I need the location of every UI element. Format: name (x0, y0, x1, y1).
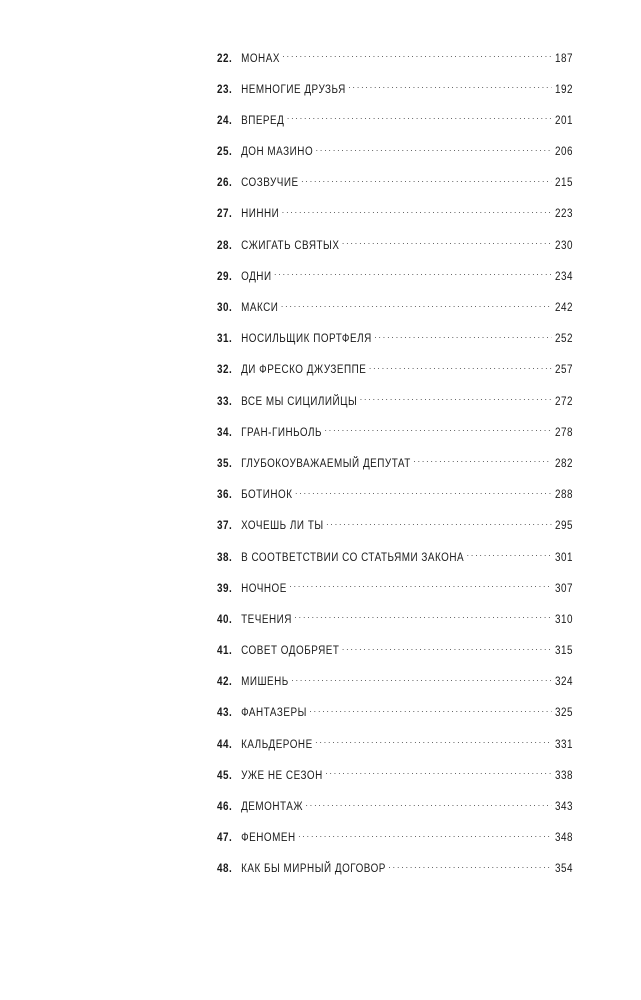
toc-entry[interactable] (217, 268, 573, 299)
chapter-title: СЖИГАТЬ СВЯТЫХ (241, 239, 340, 252)
chapter-number: 27. (217, 208, 233, 221)
toc-entry[interactable] (217, 50, 573, 81)
page-number: 288 (554, 489, 574, 502)
toc-entry[interactable] (217, 112, 573, 143)
page-number: 252 (554, 333, 574, 346)
page-number: 331 (554, 738, 574, 751)
toc-entry[interactable] (217, 799, 573, 830)
page-number: 324 (554, 676, 574, 689)
page-number: 278 (554, 426, 574, 439)
page-number: 301 (554, 551, 574, 564)
dot-leader (287, 112, 552, 124)
chapter-title: ВПЕРЕД (241, 114, 285, 127)
chapter-title: МОНАХ (241, 52, 280, 65)
chapter-title: СОЗВУЧИЕ (241, 177, 299, 190)
chapter-title: ФЕНОМЕН (241, 832, 296, 845)
dot-leader (467, 549, 552, 561)
chapter-title: ХОЧЕШЬ ЛИ ТЫ (241, 520, 324, 533)
toc-entry[interactable] (217, 393, 573, 424)
page-number: 234 (554, 270, 574, 283)
chapter-number: 28. (217, 239, 233, 252)
chapter-number: 25. (217, 146, 233, 159)
toc-entry[interactable] (217, 175, 573, 206)
dot-leader (315, 736, 551, 748)
chapter-number: 26. (217, 177, 233, 190)
chapter-number: 39. (217, 582, 233, 595)
toc-entry[interactable] (217, 549, 573, 580)
toc-entry[interactable] (217, 424, 573, 455)
page-number: 192 (554, 83, 574, 96)
chapter-title: МАКСИ (241, 302, 279, 314)
page-number: 295 (554, 520, 574, 533)
chapter-number: 40. (217, 613, 233, 626)
chapter-title: ГРАН-ГИНЬОЛЬ (241, 426, 323, 439)
chapter-title: ДИ ФРЕСКО ДЖУЗЕППЕ (241, 364, 367, 377)
toc-entry[interactable] (217, 861, 573, 892)
page-number: 272 (554, 395, 574, 408)
chapter-title: НИННИ (241, 208, 280, 221)
toc-entry[interactable] (217, 736, 573, 767)
page-number: 223 (554, 208, 574, 221)
toc-entry[interactable] (217, 611, 573, 642)
chapter-title: СОВЕТ ОДОБРЯЕТ (241, 645, 340, 658)
page-number: 206 (554, 146, 574, 159)
chapter-title: БОТИНОК (241, 489, 293, 502)
chapter-title: КАК БЫ МИРНЫЙ ДОГОВОР (241, 863, 386, 876)
chapter-number: 29. (217, 270, 233, 283)
chapter-title: ГЛУБОКОУВАЖАЕМЫЙ ДЕПУТАТ (241, 457, 411, 470)
toc-entry[interactable] (217, 518, 573, 549)
dot-leader (413, 455, 551, 467)
page-number: 310 (554, 613, 574, 626)
table-of-contents (217, 50, 573, 892)
page-number: 257 (554, 364, 574, 377)
chapter-title: УЖЕ НЕ СЕЗОН (241, 769, 323, 782)
toc-entry[interactable] (217, 580, 573, 611)
chapter-title: НОСИЛЬЩИК ПОРТФЕЛЯ (241, 333, 372, 346)
chapter-number: 43. (217, 707, 233, 720)
dot-leader (291, 674, 551, 686)
dot-leader (298, 830, 551, 842)
toc-entry[interactable] (217, 830, 573, 861)
toc-entry[interactable] (217, 144, 573, 175)
chapter-number: 23. (217, 83, 233, 96)
chapter-number: 31. (217, 333, 233, 346)
chapter-title: МИШЕНЬ (241, 676, 289, 689)
chapter-number: 24. (217, 114, 233, 127)
chapter-title: ФАНТАЗЕРЫ (241, 707, 307, 720)
dot-leader (374, 331, 551, 343)
chapter-number: 45. (217, 769, 233, 782)
chapter-number: 34. (217, 426, 233, 439)
chapter-number: 41. (217, 645, 233, 658)
page-number: 187 (554, 52, 574, 65)
chapter-number: 44. (217, 738, 233, 751)
page-number: 354 (554, 863, 574, 876)
chapter-title: В СООТВЕТСТВИИ СО СТАТЬЯМИ ЗАКОНА (241, 551, 465, 564)
chapter-number: 22. (217, 52, 233, 65)
toc-entry[interactable] (217, 81, 573, 112)
dot-leader (326, 518, 551, 530)
chapter-title: ОДНИ (241, 270, 272, 283)
dot-leader (289, 580, 551, 592)
page-number: 325 (554, 707, 574, 720)
chapter-number: 32. (217, 364, 233, 377)
dot-leader (309, 705, 551, 717)
page-number: 242 (554, 302, 574, 314)
dot-leader (342, 643, 552, 655)
dot-leader (294, 611, 551, 623)
dot-leader (325, 767, 551, 779)
chapter-number: 48. (217, 863, 233, 876)
chapter-number: 36. (217, 489, 233, 502)
dot-leader (274, 268, 551, 280)
page-number: 201 (554, 114, 574, 127)
toc-entry[interactable] (217, 674, 573, 705)
dot-leader (342, 237, 552, 249)
chapter-title: НЕМНОГИЕ ДРУЗЬЯ (241, 83, 346, 96)
chapter-number: 42. (217, 676, 233, 689)
chapter-number: 47. (217, 832, 233, 845)
dot-leader (325, 424, 552, 436)
toc-entry[interactable] (217, 643, 573, 674)
dot-leader (281, 300, 552, 312)
page-number: 338 (554, 769, 574, 782)
chapter-title: ДОН МАЗИНО (241, 146, 314, 159)
page-number: 343 (554, 801, 574, 813)
chapter-number: 33. (217, 395, 233, 408)
chapter-title: НОЧНОЕ (241, 582, 287, 595)
toc-entry[interactable] (217, 455, 573, 486)
chapter-title: ВСЕ МЫ СИЦИЛИЙЦЫ (241, 395, 358, 408)
dot-leader (283, 50, 552, 62)
toc-entry[interactable] (217, 705, 573, 736)
chapter-title: КАЛЬДЕРОНЕ (241, 738, 313, 751)
chapter-title: ТЕЧЕНИЯ (241, 613, 292, 626)
toc-entry[interactable] (217, 487, 573, 518)
chapter-number: 38. (217, 551, 233, 564)
dot-leader (389, 861, 552, 873)
page-number: 215 (554, 177, 574, 190)
chapter-number: 35. (217, 457, 233, 470)
dot-leader (316, 144, 552, 156)
chapter-number: 37. (217, 520, 233, 533)
toc-entry[interactable] (217, 767, 573, 798)
dot-leader (348, 81, 551, 93)
toc-entry[interactable] (217, 206, 573, 237)
dot-leader (360, 393, 552, 405)
dot-leader (282, 206, 552, 218)
toc-entry[interactable] (217, 300, 573, 331)
toc-entry[interactable] (217, 331, 573, 362)
dot-leader (301, 175, 551, 187)
chapter-number: 30. (217, 302, 233, 314)
page-number: 230 (554, 239, 574, 252)
page-number: 307 (554, 582, 574, 595)
chapter-title: ДЕМОНТАЖ (241, 801, 304, 813)
page-number: 282 (554, 457, 574, 470)
toc-entry[interactable] (217, 362, 573, 393)
dot-leader (369, 362, 552, 374)
chapter-number: 46. (217, 801, 233, 813)
page-number: 315 (554, 645, 574, 658)
dot-leader (295, 487, 551, 499)
dot-leader (306, 799, 552, 811)
page-number: 348 (554, 832, 574, 845)
toc-entry[interactable] (217, 237, 573, 268)
